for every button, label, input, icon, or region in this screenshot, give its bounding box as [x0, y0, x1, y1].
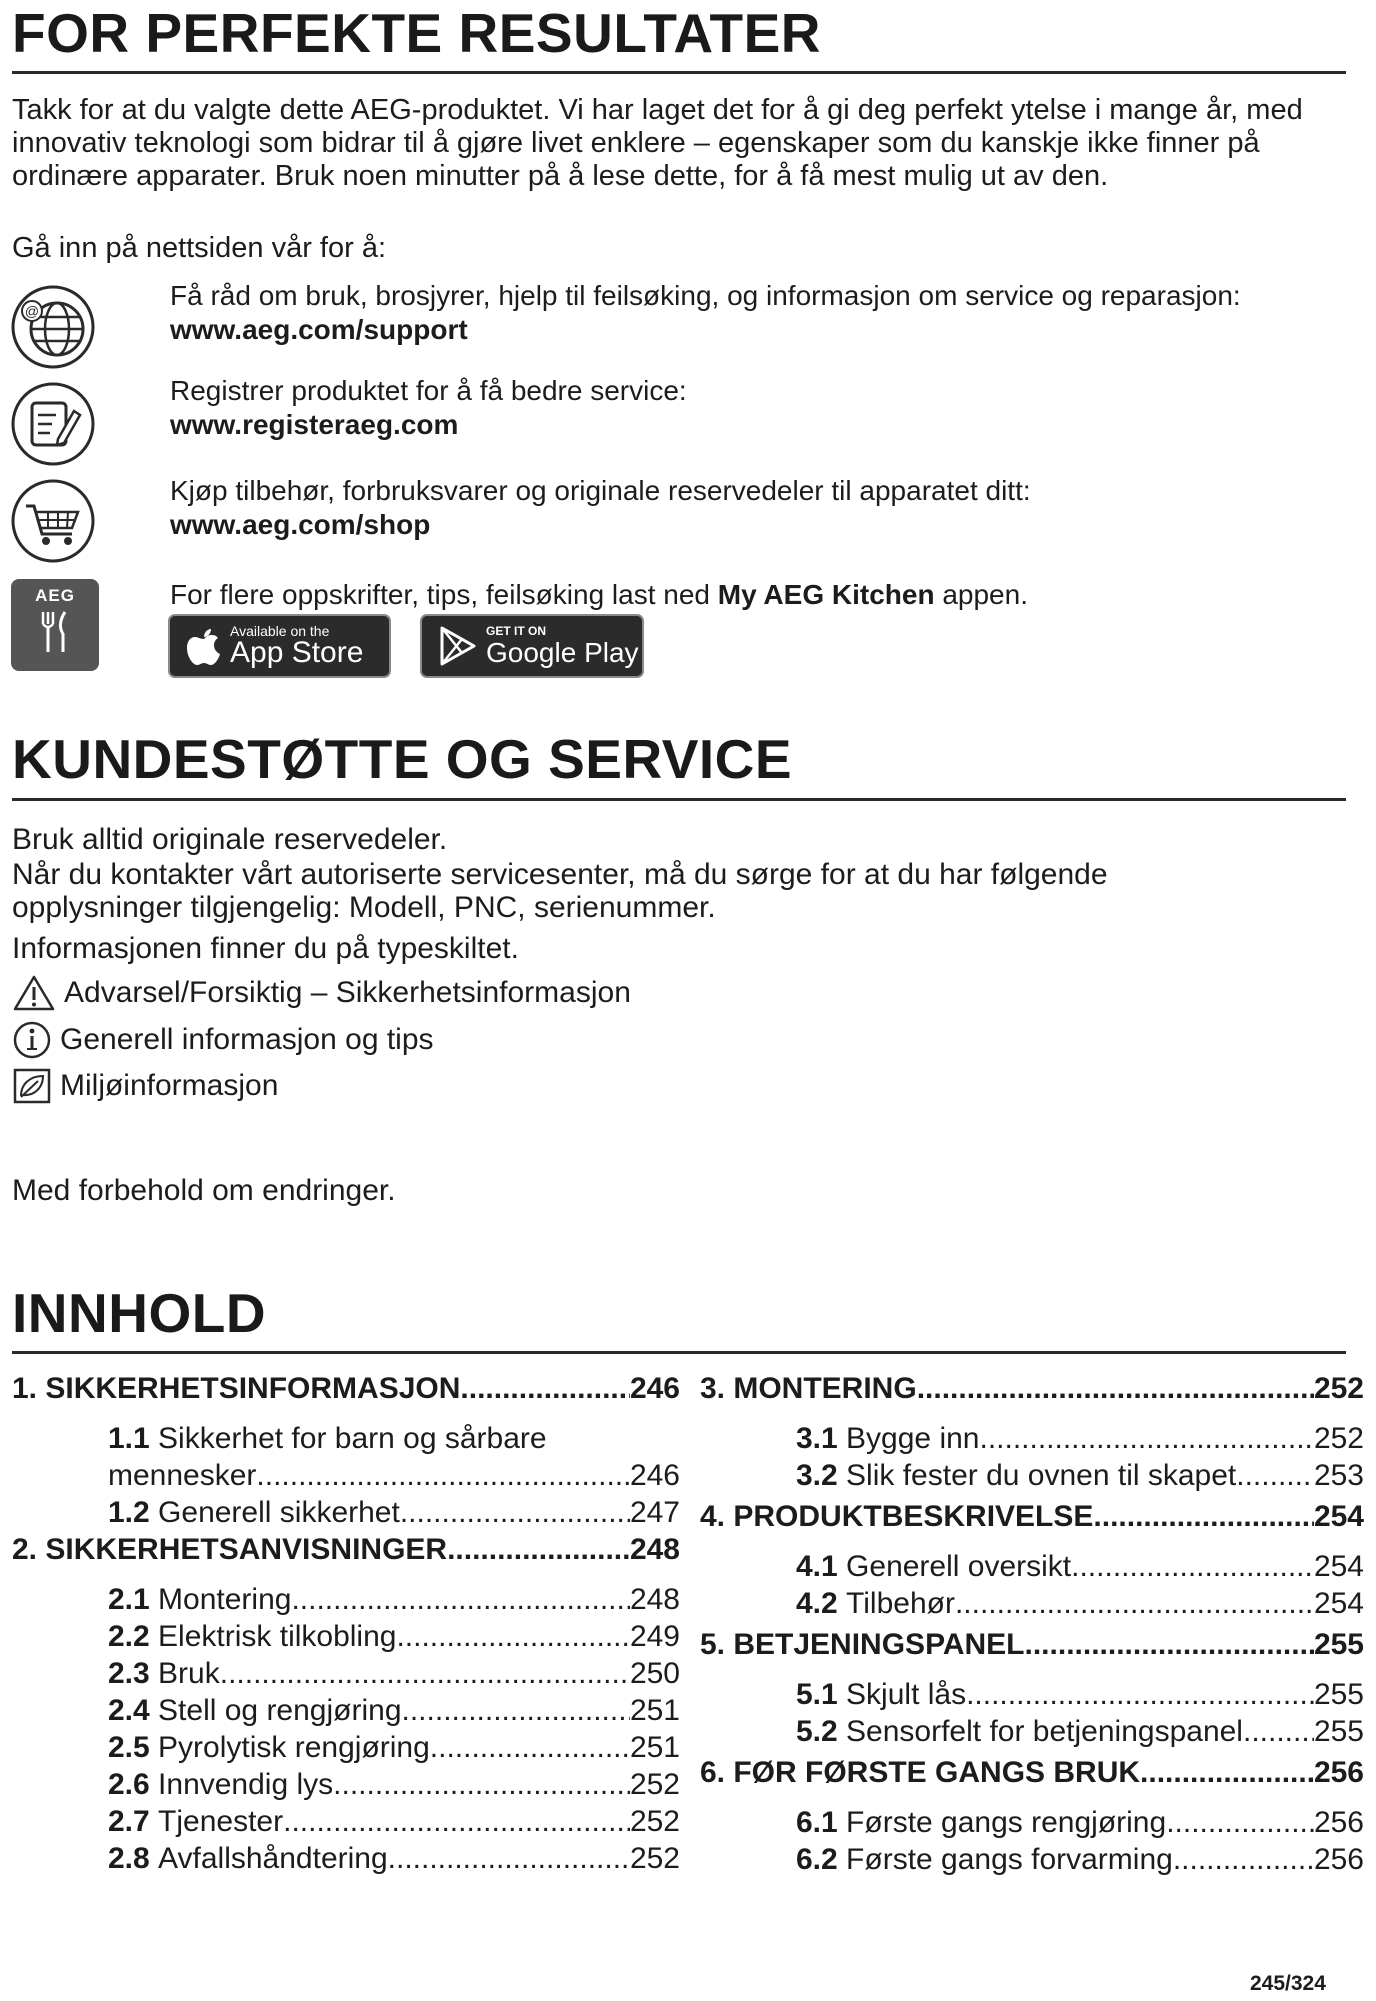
- toc-entry-page: 246: [629, 1372, 680, 1405]
- register-text: Registrer produktet for å få bedre service:: [170, 375, 687, 406]
- google-play-badge[interactable]: [420, 614, 644, 678]
- toc-subsection-entry[interactable]: [12, 1803, 680, 1840]
- toc-entry-label: FØR FØRSTE GANGS BRUK: [733, 1756, 1141, 1789]
- toc-entry-number: 6.1: [796, 1806, 847, 1839]
- app-promo-before: For flere oppskrifter, tips, feilsøking last ned: [170, 579, 718, 610]
- toc-entry-page: 249: [629, 1620, 680, 1653]
- toc-entry-number: 1.1: [108, 1422, 159, 1455]
- toc-entry-page: 255: [1313, 1678, 1364, 1711]
- warning-icon: [12, 974, 56, 1012]
- app-store-small: Available on the: [230, 623, 330, 639]
- toc-entry-label: Stell og rengjøring: [158, 1694, 402, 1727]
- toc-entry-page: 247: [629, 1496, 680, 1529]
- toc-leader-dots: [396, 1618, 629, 1655]
- toc-entry-label: Pyrolytisk rengjøring: [158, 1731, 430, 1764]
- legend-environment-text: Miljøinformasjon: [60, 1069, 279, 1102]
- toc-entry-label: SIKKERHETSINFORMASJON: [45, 1372, 461, 1405]
- toc-entry-number: 2.5: [108, 1731, 159, 1764]
- toc-entry-page: 251: [629, 1694, 680, 1727]
- support-item: [170, 279, 1340, 347]
- toc-entry-label: Sikkerhet for barn og sårbare: [158, 1422, 547, 1455]
- toc-left-column: [12, 1370, 680, 1877]
- toc-leader-dots: [400, 1494, 630, 1531]
- toc-leader-dots: [1243, 1713, 1314, 1750]
- shopping-cart-icon: [10, 478, 96, 564]
- toc-entry-number: 3.: [700, 1372, 734, 1405]
- visit-text: Gå inn på nettsiden vår for å:: [12, 232, 386, 264]
- toc-entry-number: 4.2: [796, 1587, 847, 1620]
- toc-subsection-entry[interactable]: [12, 1494, 680, 1531]
- page-number: 245/324: [1250, 1972, 1326, 1995]
- toc-leader-dots: [1071, 1548, 1314, 1585]
- toc-entry-number: 2.1: [108, 1583, 159, 1616]
- toc-chapter-entry[interactable]: [700, 1498, 1364, 1535]
- title-rule: [12, 798, 1346, 801]
- register-item: [170, 374, 1340, 442]
- toc-entry-label: Slik fester du ovnen til skapet: [846, 1459, 1237, 1492]
- google-play-small: GET IT ON: [486, 624, 546, 638]
- toc-entry-label: Generell sikkerhet: [158, 1496, 400, 1529]
- toc-entry-number: 2.4: [108, 1694, 159, 1727]
- toc-leader-dots: [220, 1655, 630, 1692]
- toc-chapter-entry[interactable]: [700, 1754, 1364, 1791]
- shop-text: Kjøp tilbehør, forbruksvarer og originale reservedeler til apparatet ditt:: [170, 475, 1031, 506]
- toc-leader-dots: [1093, 1498, 1314, 1535]
- toc-leader-dots: [1173, 1841, 1314, 1878]
- toc-entry-number: 5.: [700, 1628, 734, 1661]
- toc-entry-page: 253: [1313, 1459, 1364, 1492]
- toc-entry-number: 2.: [12, 1533, 46, 1566]
- toc-entry-label: Tilbehør: [846, 1587, 955, 1620]
- svg-text:@: @: [24, 303, 40, 319]
- toc-chapter-entry[interactable]: [12, 1531, 680, 1568]
- title-rule: [12, 71, 1346, 74]
- toc-entry-number: 6.2: [796, 1843, 847, 1876]
- app-store-badge[interactable]: [168, 614, 391, 678]
- section-title-perfect-results: FOR PERFEKTE RESULTATER: [12, 2, 821, 64]
- aeg-app-icon: [11, 579, 99, 671]
- app-promo-after: appen.: [934, 579, 1028, 610]
- section-title-contents: INNHOLD: [12, 1282, 267, 1344]
- toc-entry-number: 1.: [12, 1372, 46, 1405]
- toc-subsection-entry[interactable]: [700, 1804, 1364, 1841]
- toc-entry-label: PRODUKTBESKRIVELSE: [733, 1500, 1094, 1533]
- toc-subsection-entry[interactable]: [12, 1692, 680, 1729]
- toc-entry-page: 252: [629, 1768, 680, 1801]
- legend-info: [12, 1020, 434, 1060]
- toc-entry-number: 2.6: [108, 1768, 159, 1801]
- toc-entry-page: 246: [629, 1459, 680, 1492]
- google-play-big: Google Play: [486, 637, 639, 668]
- app-name: My AEG Kitchen: [717, 579, 935, 610]
- toc-entry-page: 256: [1313, 1843, 1364, 1876]
- register-link[interactable]: www.registeraeg.com: [170, 409, 459, 440]
- toc-entry-label: BETJENINGSPANEL: [733, 1628, 1025, 1661]
- toc-subsection-entry[interactable]: [12, 1840, 680, 1877]
- shop-link[interactable]: www.aeg.com/shop: [170, 509, 431, 540]
- toc-entry-label: Sensorfelt for betjeningspanel: [846, 1715, 1243, 1748]
- toc-subsection-entry[interactable]: [700, 1457, 1364, 1494]
- toc-entry-number: 2.2: [108, 1620, 159, 1653]
- toc-entry-label: Generell oversikt: [846, 1550, 1072, 1583]
- toc-leader-dots: [402, 1692, 630, 1729]
- toc-entry-page: 248: [629, 1533, 680, 1566]
- toc-entry-page: 252: [629, 1842, 680, 1875]
- toc-leader-dots: [256, 1457, 630, 1494]
- toc-entry-page: 250: [629, 1657, 680, 1690]
- toc-entry-label: mennesker: [108, 1459, 257, 1492]
- subject-to-change-text: Med forbehold om endringer.: [12, 1174, 396, 1207]
- toc-leader-dots: [447, 1531, 630, 1568]
- toc-entry-number: 2.7: [108, 1805, 159, 1838]
- rating-plate-text: Informasjonen finner du på typeskiltet.: [12, 932, 519, 965]
- toc-entry-number: 5.1: [796, 1678, 847, 1711]
- toc-leader-dots: [917, 1370, 1314, 1407]
- toc-right-column: [700, 1370, 1364, 1878]
- toc-leader-dots: [979, 1420, 1313, 1457]
- toc-leader-dots: [1140, 1754, 1314, 1791]
- toc-leader-dots: [388, 1840, 630, 1877]
- toc-leader-dots: [1166, 1804, 1314, 1841]
- toc-entry-label: Innvendig lys: [158, 1768, 334, 1801]
- toc-leader-dots: [955, 1585, 1314, 1622]
- toc-entry-label: MONTERING: [733, 1372, 917, 1405]
- google-play-icon: [438, 625, 478, 667]
- register-form-icon: [10, 381, 96, 467]
- toc-entry-label: Elektrisk tilkobling: [158, 1620, 397, 1653]
- toc-entry-page: 254: [1313, 1587, 1364, 1620]
- toc-chapter-entry[interactable]: [700, 1370, 1364, 1407]
- toc-leader-dots: [291, 1581, 629, 1618]
- toc-leader-dots: [460, 1370, 630, 1407]
- toc-chapter-entry[interactable]: [12, 1370, 680, 1407]
- contact-service-text: Når du kontakter vårt autoriserte servicesenter, må du sørge for at du har følgende opplysninger tilgjengelig: Modell, PNC, serienummer.: [12, 858, 1108, 924]
- toc-subsection-entry[interactable]: [12, 1729, 680, 1766]
- toc-subsection-entry[interactable]: [12, 1581, 680, 1618]
- globe-icon: [10, 284, 96, 370]
- toc-entry-label: Tjenester: [158, 1805, 284, 1838]
- apple-icon: [186, 625, 222, 667]
- title-rule: [12, 1351, 1346, 1354]
- toc-entry-page: 254: [1313, 1550, 1364, 1583]
- info-icon: [12, 1020, 52, 1060]
- toc-entry-page: 255: [1313, 1715, 1364, 1748]
- toc-entry-page: 248: [629, 1583, 680, 1616]
- toc-entry-number: 4.: [700, 1500, 734, 1533]
- toc-subsection-entry[interactable]: [700, 1420, 1364, 1457]
- toc-leader-dots: [430, 1729, 630, 1766]
- toc-entry-label: Avfallshåndtering: [158, 1842, 388, 1875]
- original-parts-text: Bruk alltid originale reservedeler.: [12, 823, 448, 856]
- toc-leader-dots: [333, 1766, 630, 1803]
- section-title-customer-service: KUNDESTØTTE OG SERVICE: [12, 728, 793, 790]
- toc-subsection-entry[interactable]: [700, 1548, 1364, 1585]
- toc-entry-page: 252: [629, 1805, 680, 1838]
- toc-entry-page: 255: [1313, 1628, 1364, 1661]
- environment-icon: [12, 1066, 52, 1106]
- toc-leader-dots: [1236, 1457, 1314, 1494]
- aeg-app-icon-label: AEG: [35, 586, 75, 605]
- toc-entry-number: 3.2: [796, 1459, 847, 1492]
- toc-entry-label: Første gangs rengjøring: [846, 1806, 1167, 1839]
- cutlery-icon: [35, 610, 75, 654]
- legend-warning: [12, 974, 631, 1012]
- toc-subsection-entry[interactable]: [700, 1713, 1364, 1750]
- toc-entry-page: 254: [1313, 1500, 1364, 1533]
- toc-leader-dots: [283, 1803, 630, 1840]
- toc-entry-number: 3.1: [796, 1422, 847, 1455]
- app-promo-text: [170, 578, 1028, 612]
- toc-entry-number: 4.1: [796, 1550, 847, 1583]
- toc-entry-number: 2.8: [108, 1842, 159, 1875]
- toc-subsection-entry[interactable]: [12, 1618, 680, 1655]
- toc-entry-page: 252: [1313, 1372, 1364, 1405]
- intro-paragraph: Takk for at du valgte dette AEG-produktet. Vi har laget det for å gi deg perfekt ytelse i mange år, med innovativ teknologi som bidrar til å gjøre livet enklere – egenskaper som du kanskje ikke finner på ordinære apparater. Bruk noen minutter på å lese dette, for å få mest mulig ut av den.: [12, 94, 1303, 192]
- toc-subsection-entry[interactable]: [700, 1676, 1364, 1713]
- support-text: Få råd om bruk, brosjyrer, hjelp til feilsøking, og informasjon om service og reparasjon:: [170, 280, 1241, 311]
- toc-entry-number: 6.: [700, 1756, 734, 1789]
- legend-warning-text: Advarsel/Forsiktig – Sikkerhetsinformasjon: [64, 976, 631, 1009]
- toc-subsection-entry[interactable]: [700, 1841, 1364, 1878]
- toc-entry-page: 256: [1313, 1756, 1364, 1789]
- toc-entry-number: 5.2: [796, 1715, 847, 1748]
- toc-subsection-entry[interactable]: [12, 1655, 680, 1692]
- toc-entry-page: 251: [629, 1731, 680, 1764]
- toc-entry-number: 1.2: [108, 1496, 159, 1529]
- toc-entry-number: 2.3: [108, 1657, 159, 1690]
- legend-info-text: Generell informasjon og tips: [60, 1023, 434, 1056]
- support-link[interactable]: www.aeg.com/support: [170, 314, 468, 345]
- toc-subsection-entry[interactable]: [12, 1766, 680, 1803]
- toc-entry-label: Første gangs forvarming: [846, 1843, 1173, 1876]
- toc-entry-page: 256: [1313, 1806, 1364, 1839]
- toc-entry-label: SIKKERHETSANVISNINGER: [45, 1533, 448, 1566]
- app-store-big: App Store: [230, 636, 364, 669]
- toc-subsection-entry[interactable]: [12, 1457, 680, 1494]
- toc-subsection-entry[interactable]: [12, 1420, 680, 1457]
- toc-chapter-entry[interactable]: [700, 1626, 1364, 1663]
- shop-item: [170, 474, 1340, 542]
- toc-entry-page: 252: [1313, 1422, 1364, 1455]
- toc-subsection-entry[interactable]: [700, 1585, 1364, 1622]
- toc-entry-label: Skjult lås: [846, 1678, 967, 1711]
- toc-entry-label: Bygge inn: [846, 1422, 980, 1455]
- toc-leader-dots: [1025, 1626, 1314, 1663]
- legend-environment: [12, 1066, 278, 1106]
- toc-leader-dots: [966, 1676, 1314, 1713]
- toc-entry-label: Bruk: [158, 1657, 220, 1690]
- toc-entry-label: Montering: [158, 1583, 292, 1616]
